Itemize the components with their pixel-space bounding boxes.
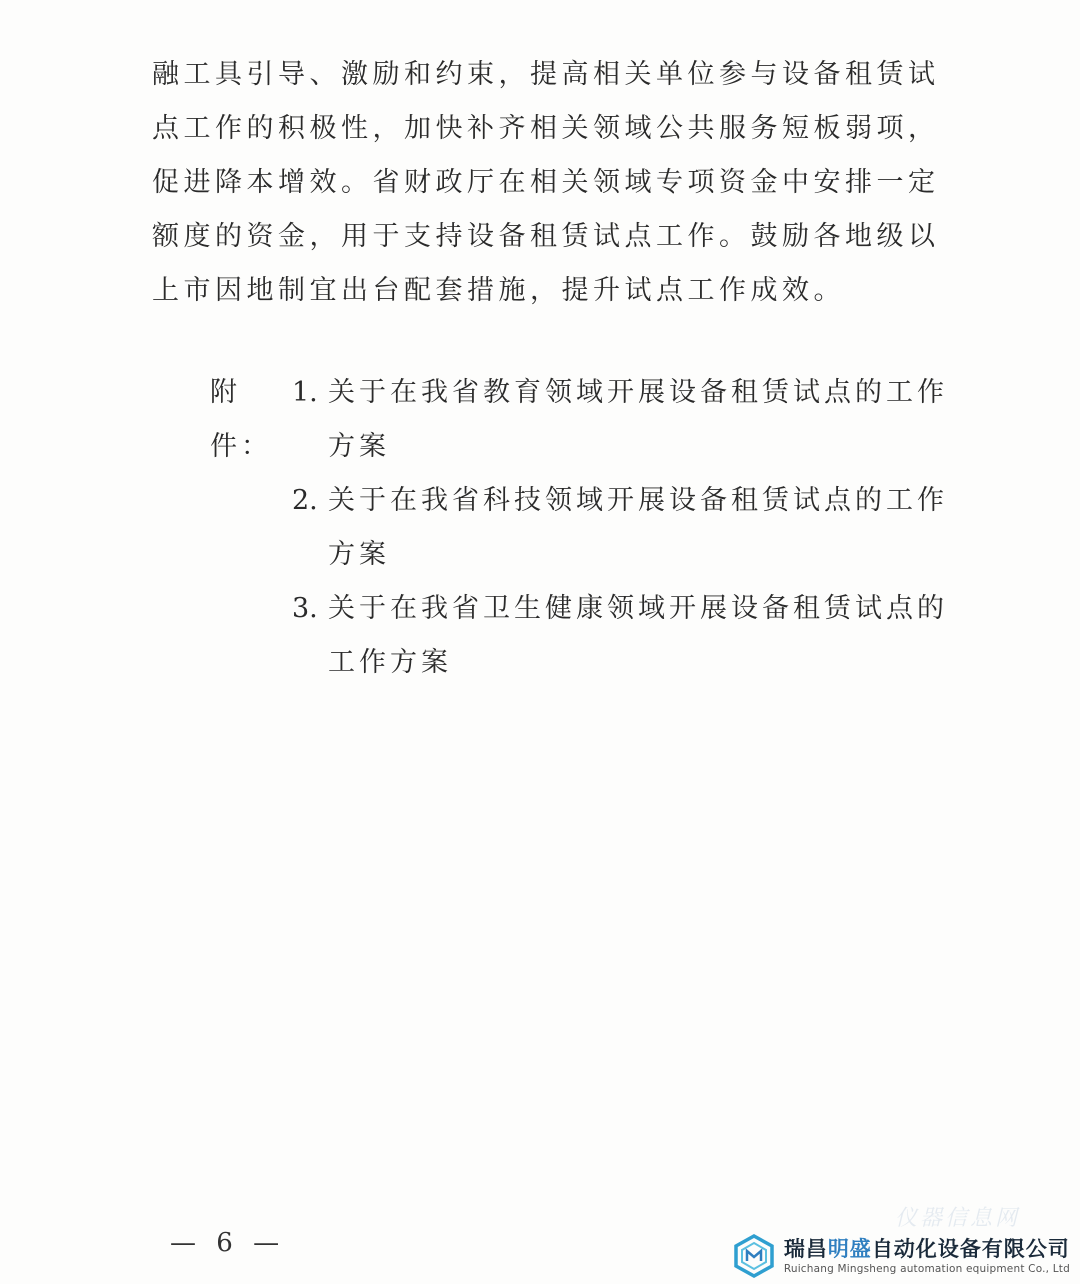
- attachments-label: 附件：: [210, 377, 272, 462]
- attachment-number: 2.: [292, 485, 318, 516]
- attachment-item-1: [210, 366, 950, 474]
- faint-watermark-text: 仪器信息网: [894, 1206, 1020, 1231]
- attachment-item-2: [210, 474, 950, 582]
- attachment-title: 关于在我省科技领域开展设备租赁试点的工作方案: [328, 485, 948, 570]
- brand-suffix: 自动化设备有限公司: [871, 1237, 1070, 1261]
- attachment-number: 1.: [292, 377, 318, 408]
- company-watermark: [732, 1234, 1070, 1278]
- attachment-title: 关于在我省卫生健康领域开展设备租赁试点的工作方案: [328, 593, 948, 678]
- brand-prefix: 瑞昌: [783, 1237, 828, 1261]
- attachment-title: 关于在我省教育领域开展设备租赁试点的工作方案: [328, 377, 948, 462]
- attachment-number: 3.: [292, 593, 318, 624]
- attachments-list: [210, 366, 950, 690]
- body-paragraph: 融工具引导、激励和约束，提高相关单位参与设备租赁试点工作的积极性，加快补齐相关领域公共服务短板弱项，促进降本增效。省财政厅在相关领域专项资金中安排一定额度的资金，用于支持设备租赁试点工作。鼓励各地级以上市因地制宜出台配套措施，提升试点工作成效。: [152, 59, 940, 306]
- attachment-item-3: [210, 582, 950, 690]
- hexagon-logo-icon: [732, 1234, 776, 1278]
- brand-block: [784, 1236, 1070, 1276]
- brand-accent: 明盛: [827, 1237, 872, 1261]
- brand-subtitle: Ruichang Mingsheng automation equipment Co., Ltd: [783, 1263, 1070, 1275]
- page-number: — 6 —: [170, 1228, 286, 1258]
- brand-name: [784, 1236, 1070, 1262]
